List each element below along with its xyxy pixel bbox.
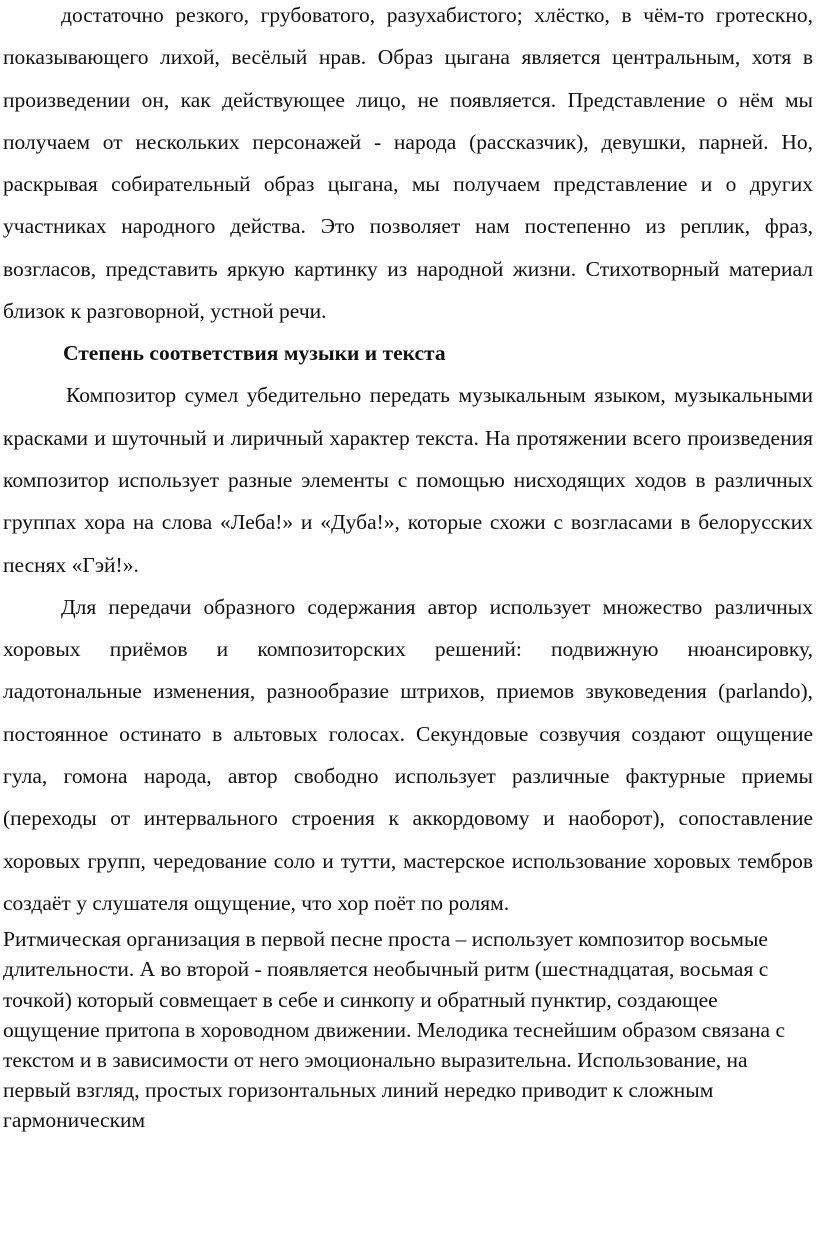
paragraph-4: Ритмическая организация в первой песне проста – использует композитор восьмые длительности. А во второй - появляется необычный ритм (шестнадцатая, восьмая с точкой) который совмещает в себе и синкопу и обратный пунктир, создающее ощущение притопа в хороводном движении. Мелодика теснейшим образом связана с текстом и в зависимости от него эмоционально выразительна. Использование, на первый взгляд, простых горизонтальных линий нередко приводит к сложным гармоническим bbox=[3, 927, 786, 1133]
section-heading: Степень соответствия музыки и текста bbox=[63, 341, 446, 366]
paragraph-1: достаточно резкого, грубоватого, разухабистого; хлёстко, в чём-то гротескно, показывающего лихой, весёлый нрав. Образ цыгана является центральным, хотя в произведении он, как действующее лицо, не появляется. Представление о нём мы получаем от нескольких персонажей - народа (рассказчик), девушки, парней. Но, раскрывая собирательный образ цыгана, мы получаем представление и о других участниках народного действа. Это позволяет нам постепенно из реплик, фраз, возгласов, представить яркую картинку из народной жизни. Стихотворный материал близок к разговорной, устной речи. bbox=[3, 3, 813, 324]
paragraph-3: Для передачи образного содержания автор использует множество различных хоровых приёмов и композиторских решений: подвижную нюансировку, ладотональные изменения, разнообразие штрихов, приемов звуковедения (parlando), постоянное остинато в альтовых голосах. Секундовые созвучия создают ощущение гула, гомона народа, автор свободно использует различные фактурные приемы (переходы от интервального строения к аккордовому и наоборот), сопоставление хоровых групп, чередование соло и тутти, мастерское использование хоровых тембров создаёт у слушателя ощущение, что хор поёт по ролям. bbox=[3, 594, 813, 915]
paragraph-2: Композитор сумел убедительно передать музыкальным языком, музыкальными красками и шуточный и лиричный характер текста. На протяжении всего произведения композитор использует разные элементы с помощью нисходящих ходов в различных группах хора на слова «Леба!» и «Дуба!», которые схожи с возгласами в белорусских песнях «Гэй!». bbox=[3, 383, 813, 577]
